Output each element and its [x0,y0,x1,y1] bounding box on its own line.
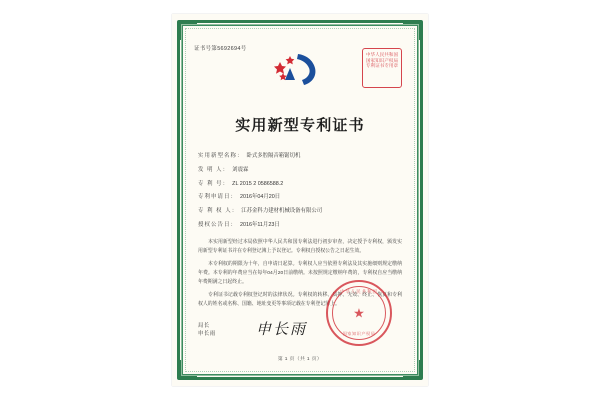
field-label: 专 利 权 人： [198,208,239,215]
field-value: 江苏金科力建材机械设备有限公司 [241,208,323,215]
field-row [198,181,408,188]
body-paragraph: 专利证书记载专利权登记时的法律状况。专利权的转移、质押、无效、终止、恢复和专利权人的姓名或名称、国籍、地址变更等事项记载在专利登记簿上。 [198,293,402,307]
field-row [198,167,408,174]
top-seal-line-2: 国家知识产权局 [365,57,399,63]
patent-office-emblem-icon [272,50,328,92]
certificate-title: 实用新型专利证书 [235,118,365,134]
field-row [198,208,408,215]
seal-star-icon: ★ [353,305,365,321]
page-footer: 第 1 页（共 1 页） [277,357,323,362]
patent-certificate [172,14,428,386]
top-seal-line-3: 专利证书专用章 [365,63,399,69]
field-row [198,222,408,229]
field-label: 授权公告日： [198,221,237,228]
field-label: 专利申请日： [198,194,237,201]
top-right-red-seal [362,48,402,88]
field-value: 2016年11月23日 [239,221,280,228]
body-paragraph: 本专利权的期限为十年，自申请日起算。专利权人应当依照专利法及其实施细则规定缴纳年费。本专利的年费应当在每年04月20日前缴纳。未按照规定缴纳年费的，专利权自应当缴纳年费期满之日起终止。 [198,262,402,285]
field-row [198,153,408,160]
official-round-seal [326,280,392,346]
field-value: ZL 2015 2 0586588.2 [232,180,284,187]
body-paragraph: 本实用新型经过本局依照中华人民共和国专利法进行初步审查，决定授予专利权，颁发实用新型专利证书并在专利登记簿上予以登记。专利权自授权公告之日起生效。 [198,240,402,254]
top-seal-line-1: 中华人民共和国 [365,52,399,57]
field-value: 卧式多腔隔音箱锯切机 [246,153,301,159]
field-label: 发 明 人： [198,166,230,173]
director-name: 申长雨 [198,330,216,337]
director-handwritten-signature: 申长雨 [256,321,308,338]
certificate-fields [192,153,408,229]
certificate-content [192,36,408,364]
seal-top-text: 中华人民共和国 [340,289,378,294]
field-label: 实用新型名称： [198,153,244,159]
field-value: 刘震霖 [232,166,249,173]
certificate-number: 证书号第5692694号 [194,46,247,52]
field-label: 专 利 号： [198,180,230,187]
director-title: 局长 [198,322,210,329]
field-value: 2016年04月20日 [239,194,281,201]
field-row [198,194,408,201]
seal-bottom-text: 国家知识产权局 [342,331,376,336]
